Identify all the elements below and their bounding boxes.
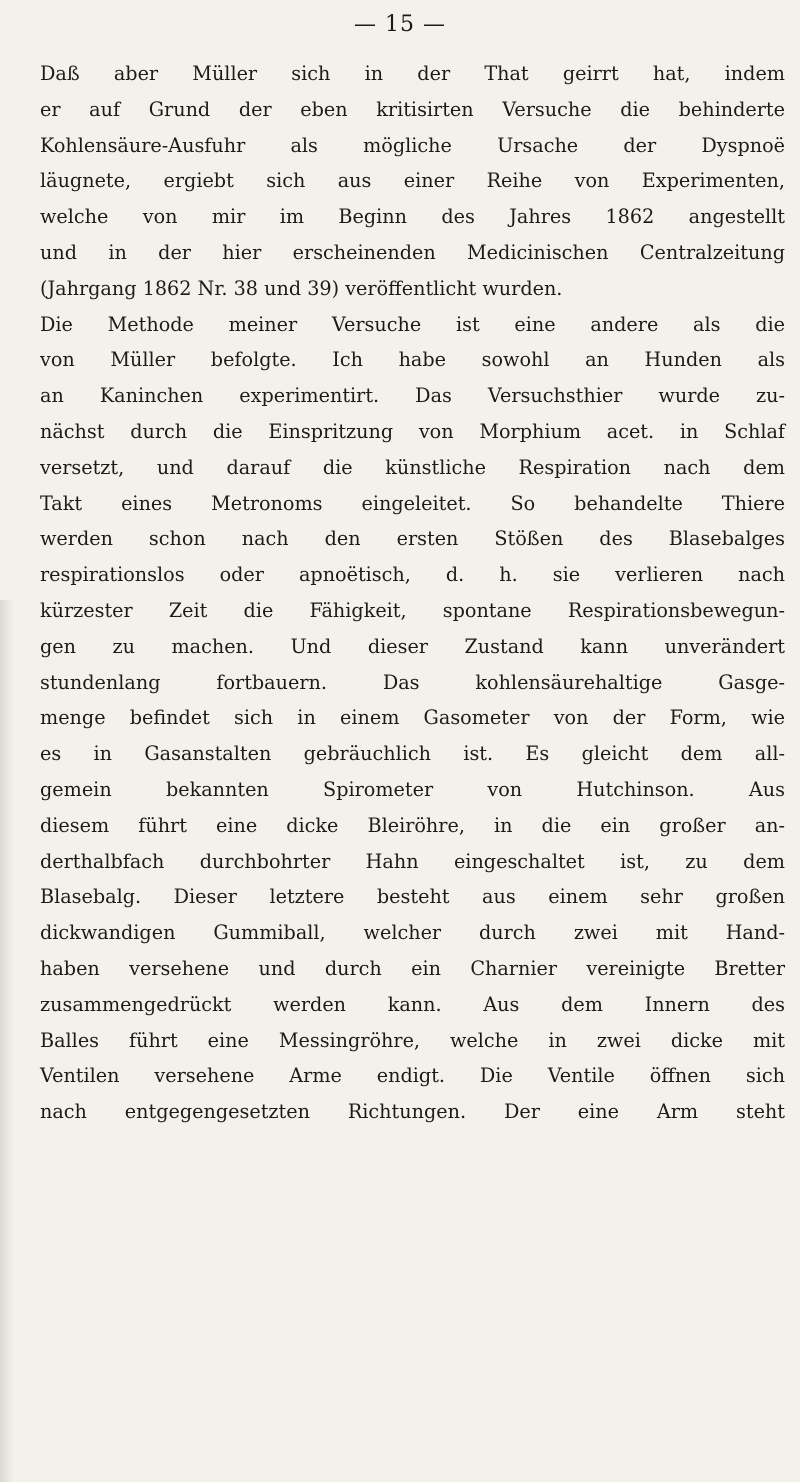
text-line: diesem führt eine dicke Bleiröhre, in die ein großer an- xyxy=(40,813,785,837)
text-line: werden schon nach den ersten Stößen des Blasebalges xyxy=(40,527,785,551)
text-line: an Kaninchen experimentirt. Das Versuchsthier wurde zu- xyxy=(40,384,785,408)
text-line: gen zu machen. Und dieser Zustand kann unverändert xyxy=(40,634,785,658)
text-line: zusammengedrückt werden kann. Aus dem Innern des xyxy=(40,992,785,1016)
page-gutter-shadow xyxy=(0,600,14,1482)
text-line: und in der hier erscheinenden Medicinischen Centralzeitung xyxy=(40,240,785,264)
text-line: es in Gasanstalten gebräuchlich ist. Es gleicht dem all- xyxy=(40,742,785,766)
text-line: nach entgegengesetzten Richtungen. Der eine Arm steht xyxy=(40,1100,785,1124)
page-number: — 15 — xyxy=(354,12,446,37)
text-line: nächst durch die Einspritzung von Morphium acet. in Schlaf xyxy=(40,419,785,443)
text-line: welche von mir im Beginn des Jahres 1862 angestellt xyxy=(40,205,785,229)
text-line: Ventilen versehene Arme endigt. Die Ventile öffnen sich xyxy=(40,1064,785,1088)
text-line: von Müller befolgte. Ich habe sowohl an Hunden als xyxy=(40,348,785,372)
text-line: er auf Grund der eben kritisirten Versuche die behinderte xyxy=(40,97,785,121)
text-line: haben versehene und durch ein Charnier vereinigte Bretter xyxy=(40,956,785,980)
text-line: versetzt, und darauf die künstliche Respiration nach dem xyxy=(40,455,785,479)
text-line: gemein bekannten Spirometer von Hutchinson. Aus xyxy=(40,777,785,801)
text-line: läugnete, ergiebt sich aus einer Reihe von Experimenten, xyxy=(40,169,785,193)
text-line: Die Methode meiner Versuche ist eine andere als die xyxy=(40,312,785,336)
text-line: menge befindet sich in einem Gasometer von der Form, wie xyxy=(40,706,785,730)
text-line: (Jahrgang 1862 Nr. 38 und 39) veröffentlicht wurden. xyxy=(40,276,563,300)
text-line: Blasebalg. Dieser letztere besteht aus einem sehr großen xyxy=(40,885,785,909)
text-line: derthalbfach durchbohrter Hahn eingeschaltet ist, zu dem xyxy=(40,849,785,873)
body-text xyxy=(40,56,785,1130)
text-line: Daß aber Müller sich in der That geirrt hat, indem xyxy=(40,62,785,85)
text-line: stundenlang fortbauern. Das kohlensäurehaltige Gasge- xyxy=(40,670,785,694)
text-line: Takt eines Metronoms eingeleitet. So behandelte Thiere xyxy=(40,491,785,515)
text-line: kürzester Zeit die Fähigkeit, spontane Respirationsbewegun- xyxy=(40,598,785,622)
text-line: respirationslos oder apnoëtisch, d. h. sie verlieren nach xyxy=(40,563,785,587)
text-line: Kohlensäure-Ausfuhr als mögliche Ursache der Dyspnoë xyxy=(40,133,785,157)
text-line: Balles führt eine Messingröhre, welche in zwei dicke mit xyxy=(40,1028,785,1052)
text-line: dickwandigen Gummiball, welcher durch zwei mit Hand- xyxy=(40,921,785,945)
